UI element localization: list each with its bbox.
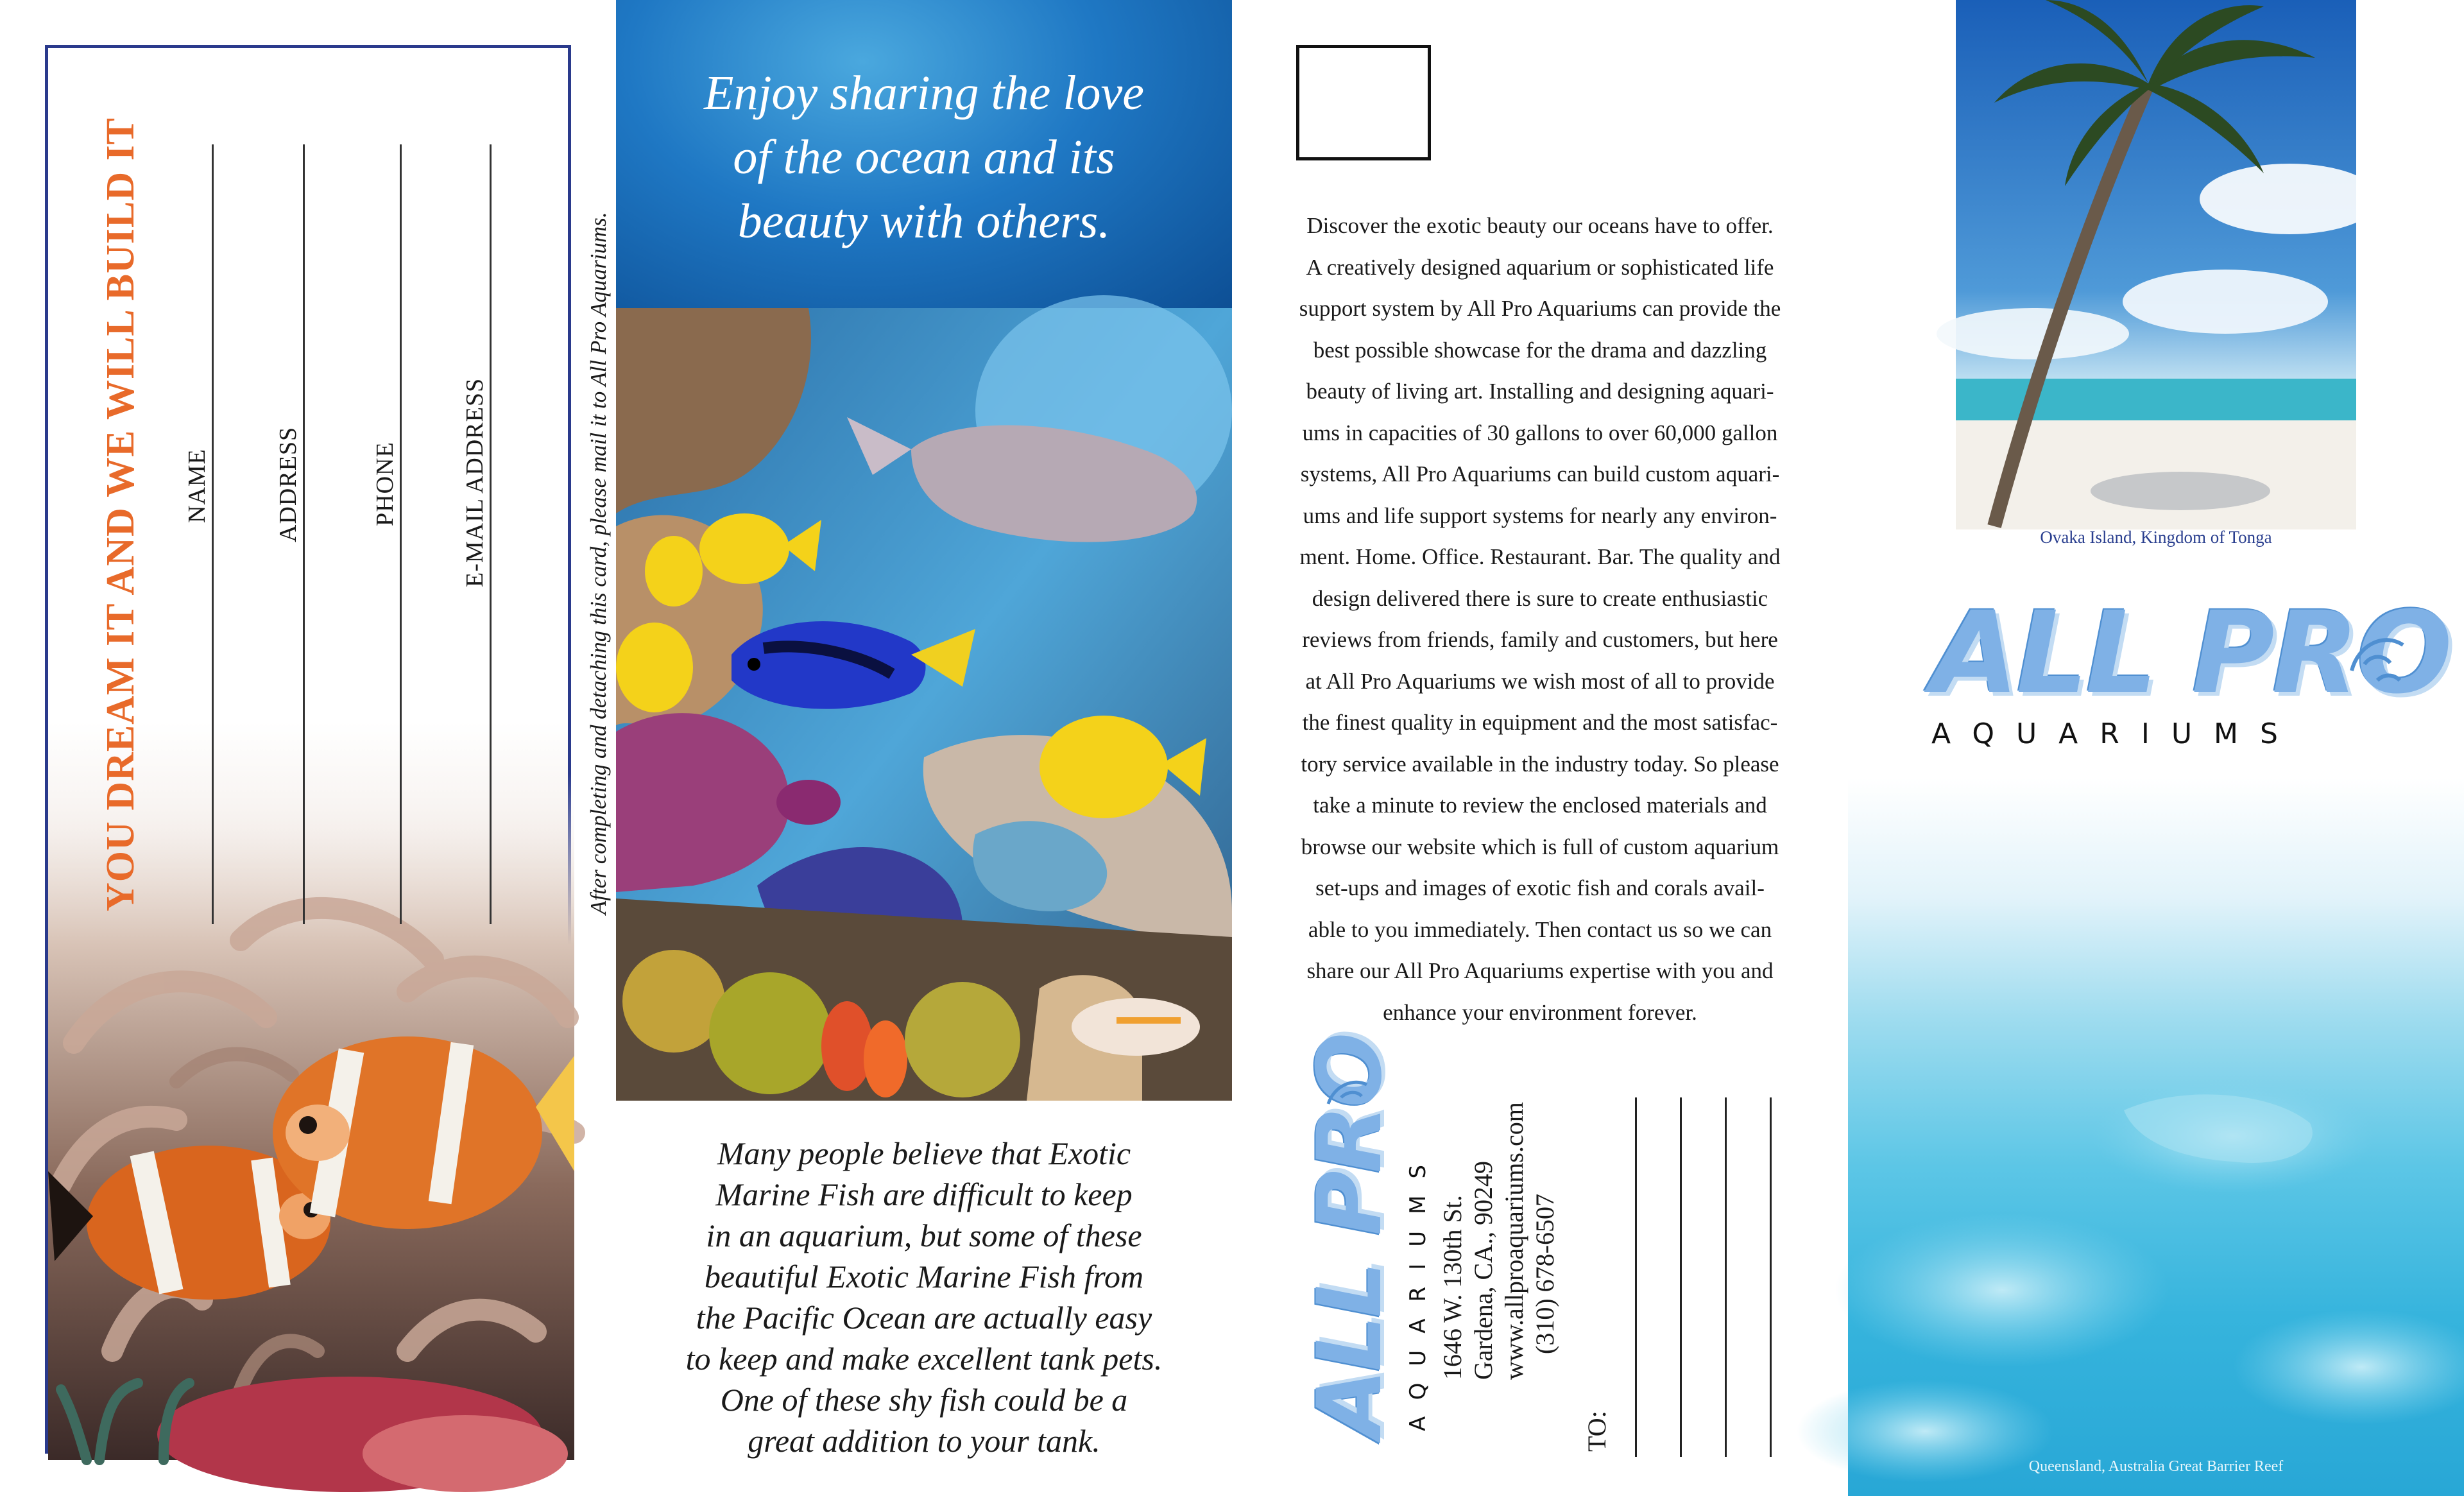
recipient-line[interactable]	[1725, 1097, 1727, 1457]
body-line: beauty of living art. Installing and designing aquari-	[1306, 379, 1774, 404]
mail-instruction: After completing and detaching this card, please mail it to All Pro Aquariums.	[586, 212, 611, 915]
body-line: design delivered there is sure to create enthusiastic	[1312, 585, 1768, 611]
name-line[interactable]	[212, 144, 214, 924]
body-line: ums in capacities of 30 gallons to over 60,000 gallon	[1302, 420, 1778, 445]
return-address-city: Gardena, CA., 90249	[1469, 1160, 1498, 1380]
field-label-name: NAME	[184, 449, 210, 523]
phone-line[interactable]	[400, 144, 402, 924]
body-line: set-ups and images of exotic fish and corals avail-	[1315, 875, 1765, 900]
return-address-phone: (310) 678-6507	[1530, 1194, 1559, 1354]
body-line: reviews from friends, family and customers, but here	[1302, 627, 1778, 652]
body-line: Discover the exotic beauty our oceans have to offer.	[1306, 213, 1774, 238]
coral-reef-fish-photo	[616, 308, 1232, 1101]
marine-fish-copy: Many people believe that Exotic Marine Fish are difficult to keep in an aquarium, but some of these beautiful Exotic Marine Fish from the Pacific Ocean are actually easy to keep and make excellent tank pets. One of these shy fish could be a great addition to your tank.	[685, 1135, 1163, 1459]
ocean-banner	[616, 0, 1232, 308]
banner-tagline: Enjoy sharing the love of the ocean and its beauty with others.	[704, 66, 1144, 248]
address-line[interactable]	[303, 144, 305, 924]
return-logo: ALL PRO	[1298, 1035, 1401, 1438]
reef-photo-panel	[616, 0, 1232, 1496]
body-line: browse our website which is full of custom aquarium	[1301, 834, 1779, 859]
logo-swirl-icon	[1322, 1065, 1373, 1117]
palm-beach-photo	[1956, 0, 2356, 529]
body-line: share our All Pro Aquariums expertise with you and	[1306, 958, 1774, 983]
recipient-line[interactable]	[1770, 1097, 1772, 1457]
reply-card-panel	[0, 0, 616, 1496]
return-address-street: 1646 W. 130th St.	[1438, 1195, 1467, 1380]
great-barrier-reef-photo	[1848, 802, 2464, 1496]
body-line: ums and life support systems for nearly any environ-	[1303, 503, 1777, 528]
body-line: take a minute to review the enclosed materials and	[1313, 793, 1767, 818]
body-line: support system by All Pro Aquariums can provide the	[1299, 296, 1781, 321]
reef-caption: Queensland, Australia Great Barrier Reef	[2028, 1458, 2284, 1475]
mailer-panel	[1232, 0, 1848, 1496]
intro-body	[1264, 205, 1816, 1033]
body-line: ment. Home. Office. Restaurant. Bar. The quality and	[1299, 544, 1781, 569]
recipient-line[interactable]	[1680, 1097, 1682, 1457]
return-logo-sub: AQUARIUMS	[1405, 1148, 1431, 1431]
brand-logo: ALL PRO	[1931, 587, 2450, 719]
tonga-caption: Ovaka Island, Kingdom of Tonga	[2040, 528, 2272, 547]
stamp-box	[1296, 45, 1431, 160]
body-line: able to you immediately. Then contact us so we can	[1308, 916, 1772, 942]
body-line: best possible showcase for the drama and dazzling	[1313, 337, 1767, 363]
body-line: enhance your environment forever.	[1383, 999, 1697, 1025]
field-label-email: E-MAIL ADDRESS	[461, 377, 488, 587]
field-label-phone: PHONE	[372, 442, 398, 526]
body-line: A creatively designed aquarium or sophisticated life	[1306, 254, 1774, 280]
return-address-website[interactable]: www.allproaquariums.com	[1500, 1102, 1528, 1380]
logo-swirl-icon	[2345, 626, 2409, 690]
body-line: the finest quality in equipment and the most satisfac-	[1302, 710, 1778, 735]
email-line[interactable]	[490, 144, 492, 924]
card-headline: YOU DREAM IT AND WE WILL BUILD IT	[99, 117, 142, 911]
reply-card	[45, 45, 611, 1454]
body-line: tory service available in the industry today. So please	[1301, 751, 1779, 777]
body-line: at All Pro Aquariums we wish most of all to provide	[1305, 668, 1775, 694]
body-line: systems, All Pro Aquariums can build custom aquari-	[1300, 461, 1780, 486]
recipient-line[interactable]	[1635, 1097, 1637, 1457]
field-label-address: ADDRESS	[275, 426, 302, 542]
cover-panel	[1848, 0, 2464, 1496]
to-label: TO:	[1582, 1411, 1611, 1452]
brand-logo-sub: AQUARIUMS	[1931, 718, 2300, 750]
